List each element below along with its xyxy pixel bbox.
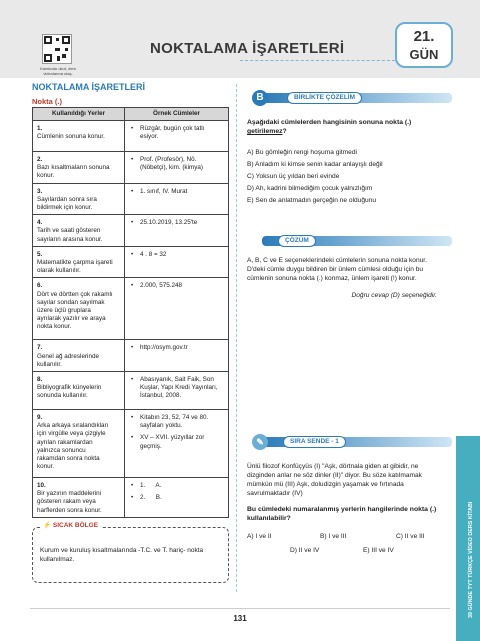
example-text: • XV – XVII. yüzyıllar zor geçmiş. <box>131 434 224 450</box>
table-row <box>33 410 229 478</box>
question1-option[interactable]: B) Anladım ki kimse senin kadar anlayışlı değil <box>247 161 383 168</box>
rule-cell <box>33 246 125 278</box>
rule-text: Sayılardan sonra sıra bildirmek için konur. <box>37 195 97 212</box>
footer-divider <box>30 608 450 609</box>
solution-answer: Doğru cevap (D) seçeneğidir. <box>351 292 437 299</box>
rule-number: 5. <box>37 250 43 258</box>
rule-text: Dört ve dörtten çok rakamlı sayılar sondan sayılmak üzere üçlü gruplara ayrılarak yazılır ve araya nokta konur. <box>37 290 113 331</box>
rule-text: Tarih ve saati gösteren sayıların arasına konur. <box>37 227 103 243</box>
question2-option[interactable]: D) II ve IV <box>290 547 320 554</box>
qr-code-icon[interactable] <box>42 34 72 64</box>
column-divider <box>236 84 237 592</box>
day-badge <box>395 22 453 68</box>
rule-text: Bibliyografik künyelerin sonunda kullanılır. <box>37 384 102 400</box>
example-text: • Prof. (Profesör), Nö. (Nöbetçi), kim. (kimya) <box>131 156 224 172</box>
question2-passage: Ünlü filozof Konfüçyüs (I) "Aşk, dörtnala giden at gibidir, ne dizginden anlar ne söz dinler (II)" diyor. Bu söze katılmamak mümkün mü (III) Aşk, doludizgin yaşamak ve fırtınada savrulmaktadır (IV) <box>247 463 422 497</box>
example-cell <box>125 372 229 410</box>
question2-option[interactable]: B) I ve III <box>320 533 347 540</box>
example-cell <box>125 410 229 478</box>
rule-cell <box>33 121 125 152</box>
rule-number: 10. <box>37 482 46 490</box>
rule-number: 4. <box>37 219 43 227</box>
table-row <box>33 340 229 372</box>
rule-number: 2. <box>37 156 43 163</box>
table-row <box>33 152 229 184</box>
rule-cell <box>33 183 125 215</box>
question1-option[interactable]: E) Sen de anlatmadın gerçeğin ne olduğunu <box>247 197 377 204</box>
rule-text: Cümlenin sonuna konur. <box>37 133 105 141</box>
qr-caption: Karekodu okut, ders videolarına ulaş. <box>40 66 76 76</box>
question1-stem <box>247 118 447 136</box>
example-text: • Kitabın 23, 52, 74 ve 80. sayfaları yoktu. <box>131 414 224 430</box>
example-cell <box>125 183 229 215</box>
table-header-row <box>33 108 229 121</box>
page-number: 131 <box>233 614 247 623</box>
pencil-icon: ✎ <box>252 434 268 450</box>
rule-number: 1. <box>37 125 43 132</box>
rule-cell <box>33 372 125 410</box>
hot-zone-label <box>40 521 101 529</box>
example-text: • 1. A. <box>131 482 224 490</box>
hot-zone-title: SICAK BÖLGE <box>52 522 99 529</box>
solution-label: ÇÖZÜM <box>278 235 316 247</box>
header-divider <box>240 60 395 61</box>
lightning-icon: ⚡ <box>43 522 52 529</box>
question1-stem-a: Aşağıdaki cümlelerden hangisinin sonuna nokta (.) <box>247 119 412 126</box>
rule-number: 8. <box>37 376 43 384</box>
day-number: 21. <box>413 28 435 45</box>
example-cell <box>125 478 229 518</box>
rule-cell <box>33 340 125 372</box>
question1-option[interactable]: D) Ah, kadrini bilmediğim çocuk yalnızlığım <box>247 185 373 192</box>
question1-stem-emphasis: getirilemez <box>247 128 283 135</box>
example-text: • 4 . 8 = 32 <box>131 251 224 259</box>
page-title: NOKTALAMA İŞARETLERİ <box>150 40 345 57</box>
example-cell <box>125 278 229 340</box>
table-row <box>33 246 229 278</box>
solution-text: A, B, C ve E seçeneklerindeki cümlelerin sonuna nokta konur. D'deki cümle duygu bildiren bir ünlem cümlesi olduğu için bu cümlenin sonuna nokta (.) konmaz, ünlem işareti (!) konur. <box>247 257 427 282</box>
subsection-title: Nokta (.) <box>32 97 62 106</box>
rule-number: 7. <box>37 344 43 352</box>
column-header: Örnek Cümleler <box>125 108 229 121</box>
column-header: Kullanıldığı Yerler <box>33 108 125 121</box>
example-cell <box>125 152 229 184</box>
hot-zone-text: Kurum ve kuruluş kısaltmalarında -T.C. ve T. hariç- nokta kullanılmaz. <box>40 547 204 563</box>
rule-cell <box>33 215 125 247</box>
rule-cell <box>33 152 125 184</box>
rules-table <box>32 107 229 518</box>
example-text: • 2. B. <box>131 494 224 502</box>
example-text: • Abasıyanık, Sait Faik, Son Kuşlar, Yapı Kredi Yayınları, İstanbul, 2008. <box>131 376 224 401</box>
example-cell <box>125 121 229 152</box>
example-text: • Rüzgâr, bugün çok tatlı esiyor. <box>131 125 224 141</box>
example-cell <box>125 215 229 247</box>
table-row <box>33 121 229 152</box>
side-tab-text: 39 GÜNDE TYT TÜRKÇE VİDEO DERS KİTABI <box>468 501 474 618</box>
together-icon: B <box>252 90 268 106</box>
example-text: • 1. sınıf, IV. Murat <box>131 188 224 196</box>
together-label: BİRLİKTE ÇÖZELİM <box>287 92 362 104</box>
table-row <box>33 183 229 215</box>
rule-text: Bir yazının maddelerini gösteren rakam veya harflerden sonra konur. <box>37 490 102 514</box>
question1-option[interactable]: A) Bu gömleğin rengi hoşuma gitmedi <box>247 149 357 156</box>
rule-text: Bazı kısaltmaların sonuna konur. <box>37 164 110 180</box>
your-turn-label: SIRA SENDE - 1 <box>283 436 346 448</box>
rule-text: Arka arkaya sıralandıkları için virgülle veya çizgiyle ayrılan rakamlardan yalnızca sonuncu rakamdan sonra nokta konur. <box>37 422 109 471</box>
question2-option[interactable]: A) I ve II <box>247 533 272 540</box>
question2-stem: Bu cümledeki numaralanmış yerlerin hangilerinde nokta (.) kullanılabilir? <box>247 506 437 522</box>
rule-number: 9. <box>37 414 43 422</box>
table-row <box>33 278 229 340</box>
rule-number: 3. <box>37 187 43 195</box>
section-title: NOKTALAMA İŞARETLERİ <box>32 82 145 92</box>
example-cell <box>125 340 229 372</box>
question1-stem-end: ? <box>282 128 287 135</box>
question2-option[interactable]: C) II ve III <box>396 533 425 540</box>
rule-number: 6. <box>37 282 43 290</box>
rule-cell <box>33 410 125 478</box>
example-text: • 2.000, 575.248 <box>131 282 224 290</box>
table-row <box>33 215 229 247</box>
example-text: • 25.10.2019, 13.25'te <box>131 219 224 227</box>
rule-cell <box>33 278 125 340</box>
example-text: • http://osym.gov.tr <box>131 344 224 352</box>
table-row <box>33 372 229 410</box>
day-label: GÜN <box>409 47 439 62</box>
rule-text: Genel ağ adreslerinde kullanılır. <box>37 352 99 368</box>
example-cell <box>125 246 229 278</box>
rule-text: Matematikte çarpma işareti olarak kullanılır. <box>37 259 113 275</box>
rule-cell <box>33 478 125 518</box>
question2-option[interactable]: E) III ve IV <box>363 547 394 554</box>
question1-option[interactable]: C) Yoksun üç yıldan beri evinde <box>247 173 340 180</box>
table-row <box>33 478 229 518</box>
